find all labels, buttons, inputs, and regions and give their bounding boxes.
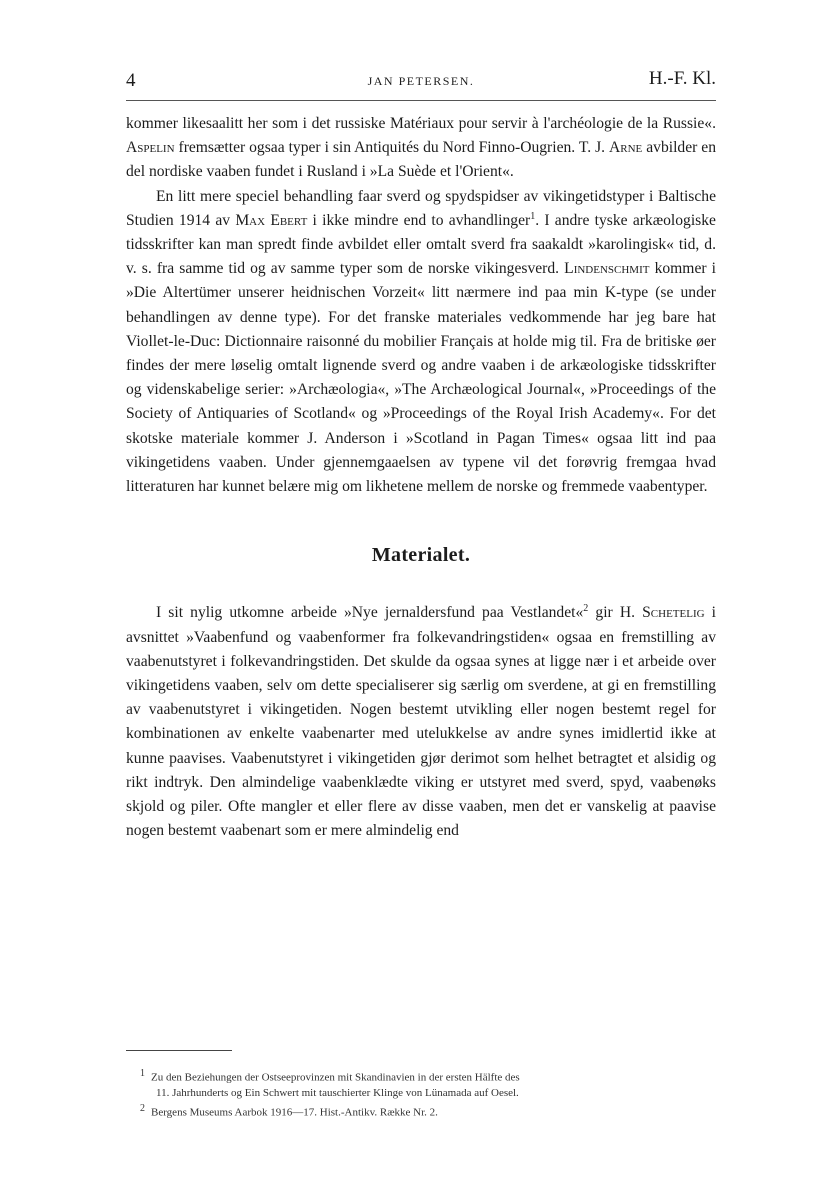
- text-run: i ikke mindre end to avhandlinger: [307, 211, 531, 229]
- text-run: fremsætter ogsaa typer i sin Antiquités du Nord Finno-Ougrien. T. J.: [174, 139, 610, 157]
- footnote-1: [140, 1066, 716, 1086]
- footnote-divider: [126, 1050, 232, 1051]
- section-paragraph-1: [126, 601, 716, 843]
- footnote-text: 11. Jahrhunderts og Ein Schwert mit tauschierter Klinge von Lünamada auf Oesel.: [156, 1086, 519, 1099]
- intro-paragraph-2: [126, 185, 716, 500]
- footnote-number: 1: [140, 1068, 145, 1079]
- page-header: [126, 66, 716, 101]
- section-mark: H.-F. Kl.: [648, 68, 716, 89]
- text-run: En litt mere speciel behandling faar sverd og spydspidser av vikingetidstyper i Baltische Studien 1914 av: [126, 187, 716, 229]
- text-run: gir H.: [588, 604, 643, 622]
- footnote-ref-1[interactable]: 1: [530, 210, 536, 222]
- footnote-2: [140, 1101, 716, 1121]
- page-number: 4: [126, 70, 136, 91]
- body-text: [126, 112, 716, 843]
- footnotes: [140, 1066, 716, 1120]
- section-heading: Materialet.: [371, 544, 471, 567]
- footnote-text: Bergens Museums Aarbok 1916—17. Hist.-Antikv. Række Nr. 2.: [151, 1106, 438, 1119]
- running-title: JAN PETERSEN.: [367, 74, 475, 88]
- text-run: i avsnittet »Vaabenfund og vaabenformer fra folkevandringstiden« ogsaa en fremstilling av vaabenutstyret i folkevandringstiden. Det skulde da ogsaa synes at ligge nær i et arbeide over vikingetidens vaaben, selv om dette specialiserer sig særlig om sverdene, at gi en fremstilling av vaabenutstyret i vikingetiden. Nogen bestemt utvikling eller nogen bestemt regel for kombinationen av enkelte vaabenarter med utelukkelse av andre synes imidlertid ikke at kunne paavises. Vaabenutstyret i vikingetiden gjør derimot som helhet betragtet et alsidig og rikt indtryk. Den almindelige vaabenklædte viking er utstyret med sverd, spyd, vaabenøks skjold og piler. Ofte mangler et eller flere av disse vaaben, men det er vanskelig at paavise nogen bestemt vaabenart som er mere almindelig end: [126, 604, 716, 840]
- text-run: . I andre tyske arkæologiske tidsskrifter kan man spredt finde avbildet eller omtalt sverd fra saakaldt »karolingisk« tid, d. v. s. fra samme tid og av samme typer som de norske vikingesverd.: [126, 211, 716, 278]
- author-name: Lindenschmit: [564, 260, 650, 278]
- text-run: kommer likesaalitt her som i det russiske Matériaux pour servir à l'archéologie de la Russie«.: [126, 115, 716, 132]
- footnote-1-continued: [140, 1086, 716, 1101]
- text-run: I sit nylig utkomne arbeide »Nye jernaldersfund paa Vestlandet«: [156, 604, 584, 622]
- text-run: kommer i »Die Altertümer unserer heidnischen Vorzeit« litt nærmere ind paa min K-type (se under behandlingen av denne type). For det franske materiales vedkommende har jeg bare hat Viollet-le-Duc: Dictionnaire raisonné du mobilier Français at holde mig til. Fra de britiske øer findes der mere løselig omtalt lignende sverd og andre vaaben i de arkæologiske tidsskrifter og videnskabelige serier: »Archæologia«, »The Archæological Journal«, »Proceedings of the Society of Antiquaries of Scotland« og »Proceedings of the Royal Irish Academy«. For det skotske materiale kommer J. Anderson i »Scotland in Pagan Times« ogsaa litt ind paa vikingetidens vaaben. Under gjennemgaaelsen av typene vil det forøvrig fremgaa hvad litteraturen har kunnet belære mig om likhetene mellem de norske og fremmede vaabentyper.: [126, 260, 716, 496]
- footnote-number: 2: [140, 1102, 145, 1114]
- footnote-text: Zu den Beziehungen der Ostseeprovinzen mit Skandinavien in der ersten Hälfte des: [151, 1071, 520, 1084]
- text-run: avbilder en del nordiske vaaben fundet i Rusland i »La Suède et l'Orient«.: [126, 139, 716, 181]
- intro-paragraph-1: [126, 112, 716, 185]
- author-name: Schetelig: [642, 604, 705, 622]
- author-name: Aspelin: [126, 139, 175, 157]
- footnote-ref-2[interactable]: 2: [583, 603, 589, 615]
- author-name: Max Ebert: [235, 211, 308, 229]
- author-name: Arne: [609, 139, 643, 157]
